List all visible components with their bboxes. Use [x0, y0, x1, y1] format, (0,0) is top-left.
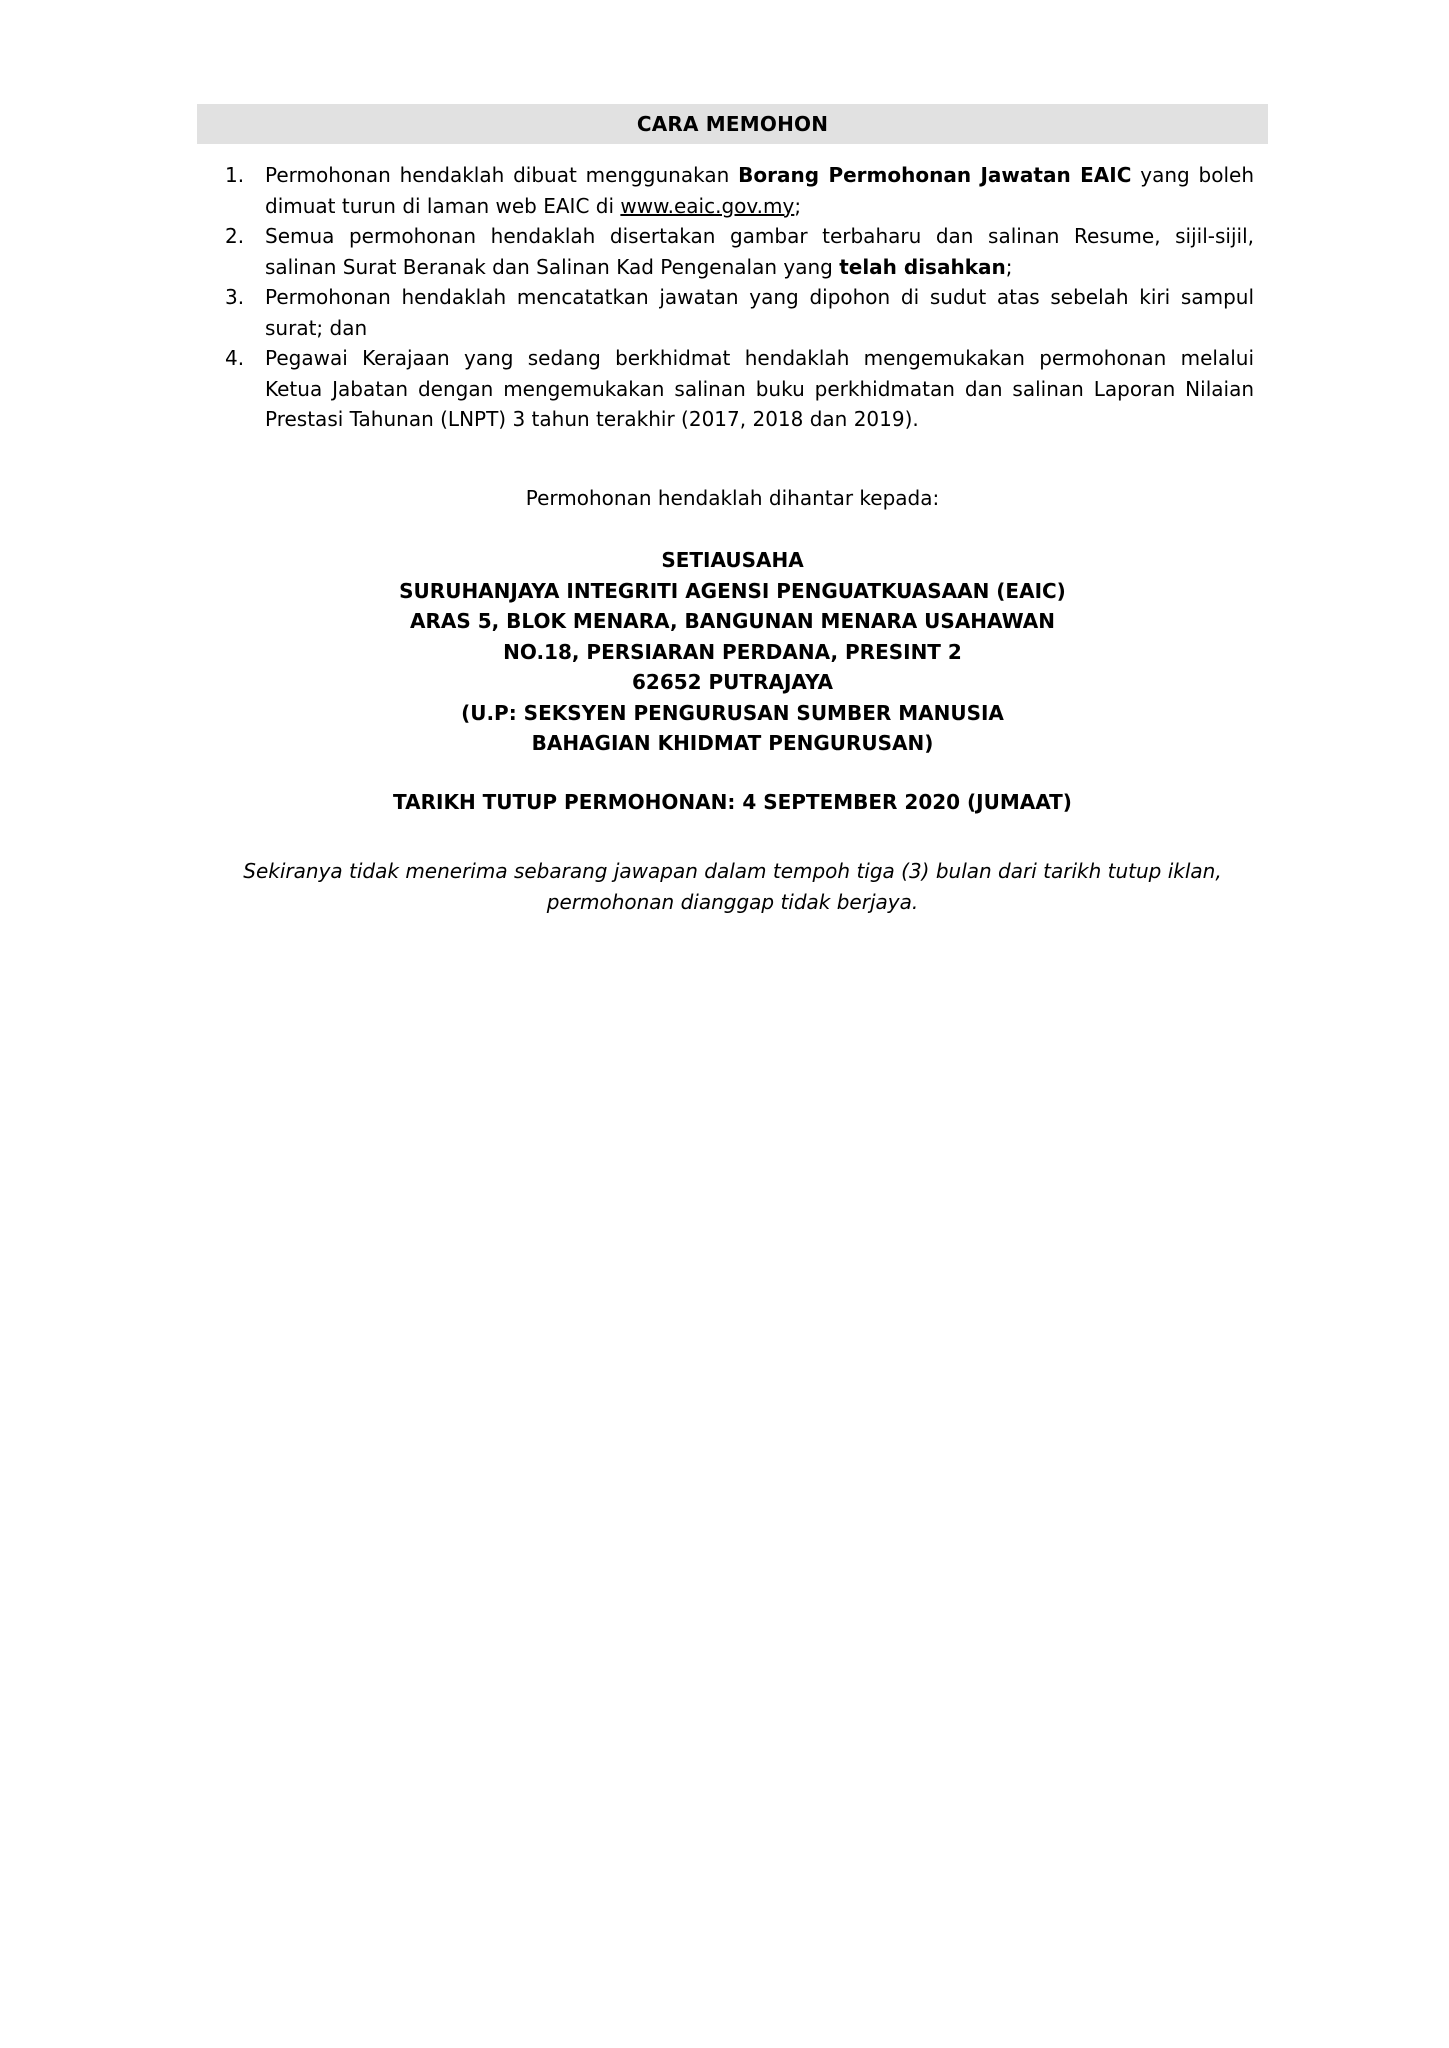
- note-line: permohonan dianggap tidak berjaya.: [546, 890, 919, 914]
- mailing-address: [197, 545, 1268, 759]
- send-to-label: Permohonan hendaklah dihantar kepada:: [525, 486, 940, 510]
- step-text: Pegawai Kerajaan yang sedang berkhidmat hendaklah mengemukakan permohonan melalui Ketua Jabatan dengan mengemukakan salinan buku perkhidmatan dan salinan Laporan Nilaian Prestasi Tahunan (LNPT) 3 tahun terakhir (2017, 2018 dan 2019).: [265, 346, 1254, 431]
- certified-emphasis: telah disahkan: [839, 254, 1006, 279]
- step-text: Semua permohonan hendaklah disertakan gambar terbaharu dan salinan Resume, sijil-sijil, salinan Surat Beranak dan Salinan Kad Pengenalan yang telah disahkan;: [265, 224, 1254, 279]
- closing-date: TARIKH TUTUP PERMOHONAN: 4 SEPTEMBER 2020 (JUMAAT): [393, 790, 1072, 814]
- step-number: 3.: [225, 285, 245, 309]
- note-line: Sekiranya tidak menerima sebarang jawapan dalam tempoh tiga (3) bulan dari tarikh tutup iklan,: [243, 859, 1222, 883]
- address-line: NO.18, PERSIARAN PERDANA, PRESINT 2: [503, 639, 962, 664]
- step-item-2: [197, 221, 1254, 282]
- address-line: SURUHANJAYA INTEGRITI AGENSI PENGUATKUASAAN (EAIC): [399, 578, 1066, 603]
- form-name: Borang Permohonan Jawatan EAIC: [738, 163, 1132, 187]
- step-item-1: [197, 160, 1254, 221]
- application-steps-list: [197, 160, 1254, 435]
- section-title: CARA MEMOHON: [636, 112, 829, 136]
- section-header: [197, 104, 1268, 144]
- step-text: Permohonan hendaklah dibuat menggunakan Borang Permohonan Jawatan EAIC yang boleh dimuat turun di laman web EAIC di www.eaic.gov.my;: [265, 163, 1254, 218]
- address-line: (U.P: SEKSYEN PENGURUSAN SUMBER MANUSIA: [461, 700, 1004, 725]
- address-line: ARAS 5, BLOK MENARA, BANGUNAN MENARA USAHAWAN: [409, 609, 1055, 633]
- address-line: SETIAUSAHA: [661, 548, 804, 572]
- step-number: 1.: [225, 163, 245, 187]
- step-number: 4.: [225, 346, 245, 370]
- address-line: 62652 PUTRAJAYA: [631, 670, 833, 694]
- address-line: BAHAGIAN KHIDMAT PENGURUSAN): [531, 731, 934, 755]
- step-text: Permohonan hendaklah mencatatkan jawatan yang dipohon di sudut atas sebelah kiri sampul surat; dan: [265, 285, 1254, 340]
- step-item-3: [197, 282, 1254, 343]
- step-number: 2.: [225, 224, 245, 248]
- disclaimer-note: [197, 856, 1268, 918]
- step-item-4: [197, 343, 1254, 435]
- website-link[interactable]: www.eaic.gov.my: [620, 193, 795, 218]
